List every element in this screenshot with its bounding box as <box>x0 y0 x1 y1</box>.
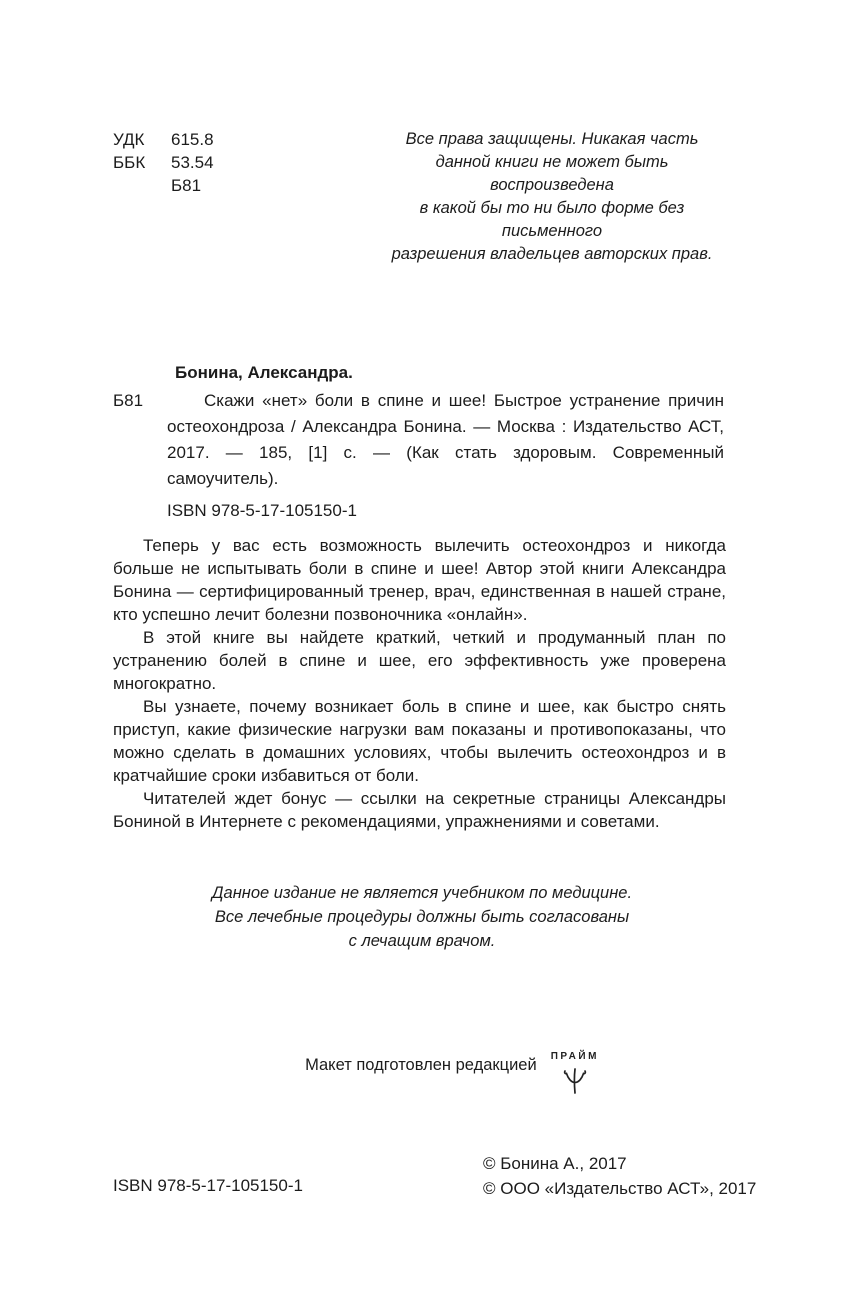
rights-line: данной книги не может быть воспроизведена <box>435 153 669 194</box>
udk-value: 615.8 <box>171 130 214 149</box>
publisher-logo-word: ПРАЙМ <box>550 1051 599 1062</box>
catalog-entry-row <box>113 388 724 492</box>
rights-notice <box>376 128 728 266</box>
annotation-block <box>0 534 844 833</box>
page-header <box>0 0 844 266</box>
imprint-line <box>0 1045 844 1101</box>
imprint-text: Макет подготовлен редакцией <box>305 1056 537 1074</box>
bbk-value: 53.54 <box>171 153 214 172</box>
rights-line: Все права защищены. Никакая часть <box>405 130 699 148</box>
bibliographic-record <box>0 361 844 524</box>
bbk-label: ББК <box>113 153 146 172</box>
publisher-logo <box>551 1045 599 1101</box>
annotation-paragraph: Читателей ждет бонус — ссылки на секретные страницы Александры Бониной в Интернете с рекомендациями, упражнениями и советами. <box>113 789 726 831</box>
medical-disclaimer <box>0 881 844 953</box>
book-author: Бонина, Александра. <box>175 363 353 382</box>
disclaimer-line: Данное издание не является учебником по медицине. <box>211 884 633 902</box>
code-spacer <box>113 174 171 197</box>
disclaimer-line: Все лечебные процедуры должны быть согласованы <box>214 908 630 926</box>
copyright-publisher: © ООО «Издательство АСТ», 2017 <box>483 1179 757 1198</box>
disclaimer-line: с лечащим врачом. <box>348 932 496 950</box>
annotation-paragraph: В этой книге вы найдете краткий, четкий и продуманный план по устранению болей в спине и шее, его эффективность уже проверена многократно. <box>113 628 726 693</box>
catalog-entry: Скажи «нет» боли в спине и шее! Быстрое устранение причин остеохондроза / Александра Бонина. — Москва : Издательство АСТ, 2017. — 185, [1] с. — (Как стать здоровым. Современный самоучитель). <box>167 391 724 488</box>
footer-isbn: ISBN 978-5-17-105150-1 <box>113 1176 303 1195</box>
author-sign-code: Б81 <box>171 176 202 195</box>
footer-copyrights <box>483 1151 756 1201</box>
trident-logo-icon <box>560 1068 590 1101</box>
isbn-line: ISBN 978-5-17-105150-1 <box>167 501 357 520</box>
catalog-code: Б81 <box>113 391 144 410</box>
rights-line: в какой бы то ни было форме без письменного <box>419 199 685 240</box>
annotation-paragraph: Вы узнаете, почему возникает боль в спине и шее, как быстро снять приступ, какие физические нагрузки вам показаны и противопоказаны, что можно сделать в домашних условиях, чтобы вылечить остеохондроз и в кратчайшие сроки избавиться от боли. <box>113 697 726 785</box>
classification-codes <box>113 128 214 197</box>
udk-label: УДК <box>113 130 145 149</box>
copyright-author: © Бонина А., 2017 <box>483 1154 627 1173</box>
annotation-paragraph: Теперь у вас есть возможность вылечить остеохондроз и никогда больше не испытывать боли в спине и шее! Автор этой книги Александра Бонина — сертифицированный тренер, врач, единственная в нашей стране, кто успешно лечит болезни позвоночника «онлайн». <box>113 536 726 624</box>
rights-line: разрешения владельцев авторских прав. <box>391 245 713 263</box>
